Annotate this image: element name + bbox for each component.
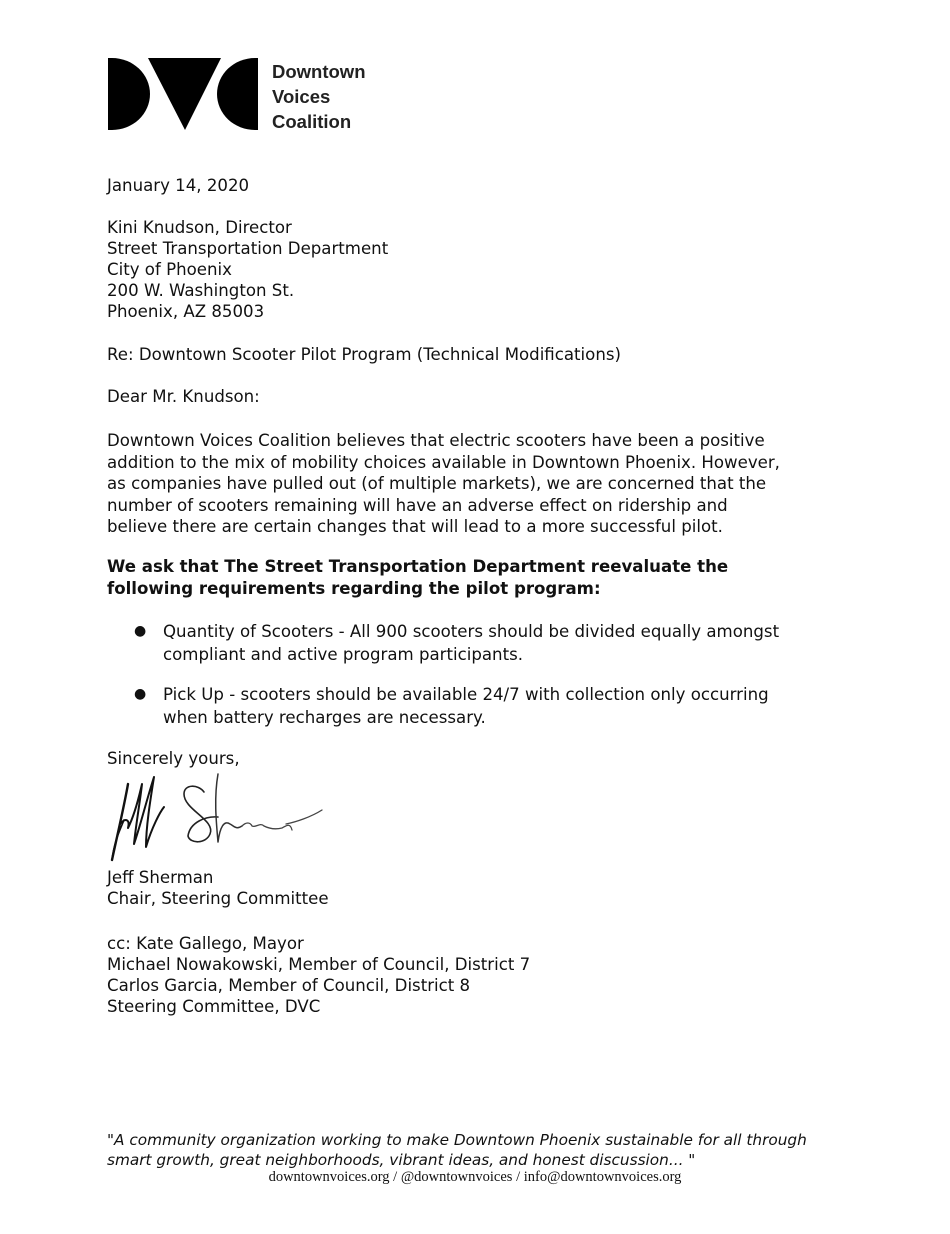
recipient-line: City of Phoenix (107, 260, 232, 279)
footer-contact (0, 1169, 950, 1186)
request-line: We ask that The Street Transportation Department reevaluate the (107, 557, 729, 576)
body-line: Downtown Voices Coalition believes that electric scooters have been a positive (107, 431, 765, 450)
org-name-line: Voices (272, 86, 331, 107)
bullet-line: Quantity of Scooters - All 900 scooters should be divided equally amongst (163, 622, 780, 641)
quote-line: "A community organization working to make Downtown Phoenix sustainable for all through (107, 1131, 807, 1149)
closing: Sincerely yours, (107, 749, 240, 768)
footer-quote (107, 1130, 807, 1170)
dvc-logo-icon (108, 58, 258, 130)
org-name (272, 59, 366, 134)
recipient-address (107, 217, 388, 322)
signer-block (107, 867, 329, 909)
quote-line: smart growth, great neighborhoods, vibrant ideas, and honest discussion... " (107, 1151, 696, 1169)
salutation: Dear Mr. Knudson: (107, 387, 260, 406)
bullet-icon: ● (134, 686, 147, 702)
recipient-line: Street Transportation Department (107, 239, 389, 258)
twitter-handle[interactable]: @downtownvoices (400, 1169, 513, 1185)
cc-line: Carlos Garcia, Member of Council, District 8 (107, 976, 471, 995)
signature-icon (106, 772, 336, 867)
subject-line: Re: Downtown Scooter Pilot Program (Technical Modifications) (107, 345, 621, 364)
recipient-line: 200 W. Washington St. (107, 281, 295, 300)
body-line: believe there are certain changes that will lead to a more successful pilot. (107, 517, 723, 536)
bullet-line: when battery recharges are necessary. (163, 708, 486, 727)
cc-line: Michael Nowakowski, Member of Council, District 7 (107, 955, 531, 974)
bullet-line: Pick Up - scooters should be available 24/7 with collection only occurring (163, 685, 769, 704)
signer-title: Chair, Steering Committee (107, 889, 329, 908)
body-paragraph (107, 430, 847, 538)
body-line: addition to the mix of mobility choices available in Downtown Phoenix. However, (107, 452, 780, 472)
org-name-line: Downtown (272, 61, 366, 82)
request-line: following requirements regarding the pilot program: (107, 578, 601, 598)
website-link[interactable]: downtownvoices.org (268, 1169, 390, 1185)
body-line: as companies have pulled out (of multiple markets), we are concerned that the (107, 474, 767, 493)
body-line: number of scooters remaining will have an adverse effect on ridership and (107, 495, 728, 515)
bullet-line: compliant and active program participants. (163, 645, 523, 664)
separator: / (389, 1169, 401, 1185)
separator: / (512, 1169, 524, 1185)
recipient-line: Kini Knudson, Director (107, 218, 292, 237)
recipient-line: Phoenix, AZ 85003 (107, 302, 265, 321)
cc-list (107, 933, 530, 1017)
letter-date: January 14, 2020 (107, 176, 250, 195)
org-name-line: Coalition (272, 111, 352, 132)
cc-line: Steering Committee, DVC (107, 997, 321, 1016)
signer-name: Jeff Sherman (107, 868, 214, 887)
cc-line: cc: Kate Gallego, Mayor (107, 934, 304, 953)
email-link[interactable]: info@downtownvoices.org (523, 1169, 682, 1185)
request-statement (107, 556, 847, 599)
bullet-icon: ● (134, 623, 147, 639)
